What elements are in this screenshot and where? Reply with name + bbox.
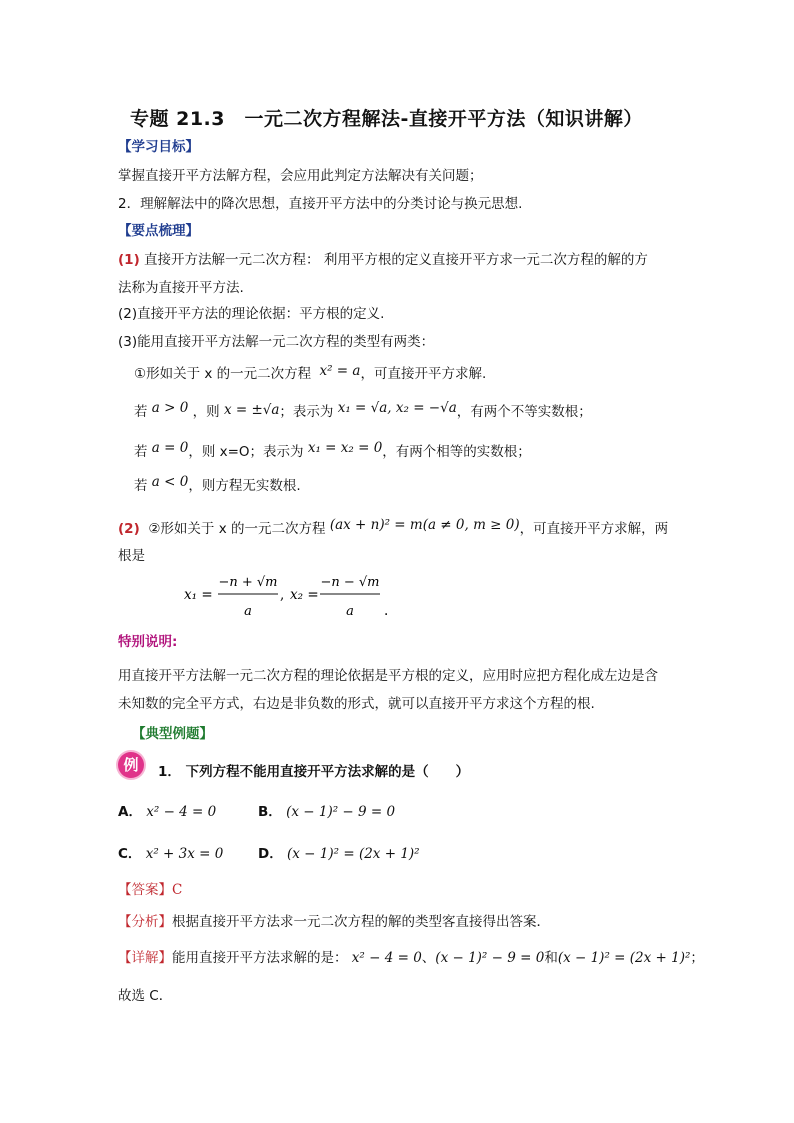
option-c — [118, 842, 223, 862]
option-d-equation: (x − 1)² = (2x + 1)² — [287, 846, 420, 862]
root-1-label: x₁ = — [184, 587, 213, 603]
note-line-1: 用直接开平方法解一元二次方程的理论依据是平方根的定义，应用时应把方程化成左边是含 — [118, 668, 658, 684]
point-1-line-a — [118, 248, 648, 268]
detail-eq-1: x² − 4 = 0 — [351, 950, 422, 966]
points-heading: 【要点梳理】 — [118, 223, 199, 239]
root-2-label: x₂ = — [290, 587, 319, 603]
answer-value: C — [172, 882, 183, 898]
option-c-equation: x² + 3x = 0 — [145, 846, 224, 862]
point-2: (2)直接开平方法的理论依据：平方根的定义. — [118, 306, 385, 322]
option-d-label: D． — [258, 846, 283, 862]
case-negative-condition: a < 0 — [151, 474, 189, 490]
goals-line-1: 掌握直接开平方法解方程，会应用此判定方法解决有关问题； — [118, 168, 483, 184]
option-d — [258, 842, 420, 862]
analysis-text: 根据直接开平方法求一元二次方程的解的类型客直接得出答案． — [172, 914, 550, 930]
detail-text: 能用直接开平方法求解的是： — [172, 950, 348, 966]
goals-heading: 【学习目标】 — [118, 139, 199, 155]
detail-and: 和 — [544, 950, 558, 966]
case-positive-solution: x = ±√a — [223, 402, 280, 418]
case-zero-result: ，有两个相等的实数根； — [382, 444, 531, 460]
case-positive-condition: a > 0 — [151, 400, 189, 416]
option-a — [118, 800, 216, 820]
case-negative-result: ，则方程无实数根. — [188, 478, 301, 494]
page-title: 专题 21.3 一元二次方程解法-直接开平方法（知识讲解） — [130, 108, 643, 130]
detail-label: 【详解】 — [118, 950, 172, 966]
conclusion: 故选 C． — [118, 988, 173, 1004]
note-heading: 特别说明: — [118, 634, 178, 650]
root-1-numerator: −n + √m — [218, 575, 278, 590]
root-2-numerator: −n − √m — [320, 575, 380, 590]
point-3: (3)能用直接开平方法解一元二次方程的类型有两类： — [118, 334, 435, 350]
point-1-line-b: 法称为直接开平方法. — [118, 280, 244, 296]
case-zero-then: ，则 x=O；表示为 — [188, 444, 304, 460]
detail-eq-2: (x − 1)² − 9 = 0 — [435, 950, 545, 966]
detail-end: ； — [690, 950, 704, 966]
case-positive-expressed: ；表示为 — [279, 404, 334, 420]
case-positive-roots: x₁ = √a, x₂ = −√a — [337, 400, 457, 416]
goals-line-2: 2．理解解法中的降次思想，直接开平方法中的分类讨论与换元思想. — [118, 196, 523, 212]
detail-line — [118, 946, 704, 966]
case-positive-line — [134, 400, 592, 420]
root-2-denominator: a — [346, 604, 354, 619]
option-a-equation: x² − 4 = 0 — [146, 804, 217, 820]
case-zero-if: 若 — [134, 444, 148, 460]
detail-sep: 、 — [421, 950, 436, 966]
case-2-text-b: ，可直接开平方求解，两 — [519, 521, 669, 537]
examples-heading: 【典型例题】 — [132, 726, 213, 742]
option-b-equation: (x − 1)² − 9 = 0 — [286, 804, 396, 820]
root-1-denominator: a — [244, 604, 252, 619]
analysis-label: 【分析】 — [118, 914, 172, 930]
case-1-text-b: ，可直接开平方求解. — [360, 366, 487, 382]
case-1-equation: x² = a — [319, 363, 361, 379]
option-b — [258, 800, 395, 820]
point-1-number: (1) — [118, 252, 140, 268]
case-negative-if: 若 — [134, 478, 148, 494]
case-positive-then: ，则 — [192, 404, 220, 420]
answer-line — [118, 878, 182, 898]
case-positive-result: ，有两个不等实数根； — [456, 404, 592, 420]
case-zero-line — [134, 440, 531, 460]
case-1-text-a: ①形如关于 x 的一元二次方程 — [134, 366, 312, 382]
analysis-line — [118, 910, 550, 930]
case-negative-line — [134, 474, 301, 494]
example-icon: 例 — [118, 752, 144, 778]
case-zero-roots: x₁ = x₂ = 0 — [307, 440, 383, 456]
case-2-number: (2) — [118, 521, 140, 537]
roots-end: . — [384, 603, 389, 619]
option-c-label: C． — [118, 846, 142, 862]
case-2-line — [118, 517, 668, 537]
option-a-label: A． — [118, 804, 142, 820]
option-b-label: B． — [258, 804, 282, 820]
question-text: 1． 下列方程不能用直接开平方法求解的是（ ） — [158, 764, 470, 780]
case-2-roots-intro: 根是 — [118, 548, 145, 564]
point-1-text-a: 直接开方法解一元二次方程： 利用平方根的定义直接开平方求一元二次方程的解的方 — [139, 252, 648, 268]
case-2-equation: (ax + n)² = m(a ≠ 0, m ≥ 0) — [329, 517, 520, 533]
answer-label: 【答案】 — [118, 882, 172, 898]
case-2-text-a: ②形如关于 x 的一元二次方程 — [148, 521, 326, 537]
detail-eq-3: (x − 1)² = (2x + 1)² — [557, 950, 691, 966]
case-1-line — [134, 362, 486, 382]
roots-separator: , — [280, 587, 285, 603]
roots-formula — [180, 568, 400, 622]
case-positive-if: 若 — [134, 404, 148, 420]
note-line-2: 未知数的完全平方式，右边是非负数的形式，就可以直接开平方求这个方程的根. — [118, 696, 595, 712]
case-zero-condition: a = 0 — [151, 440, 189, 456]
